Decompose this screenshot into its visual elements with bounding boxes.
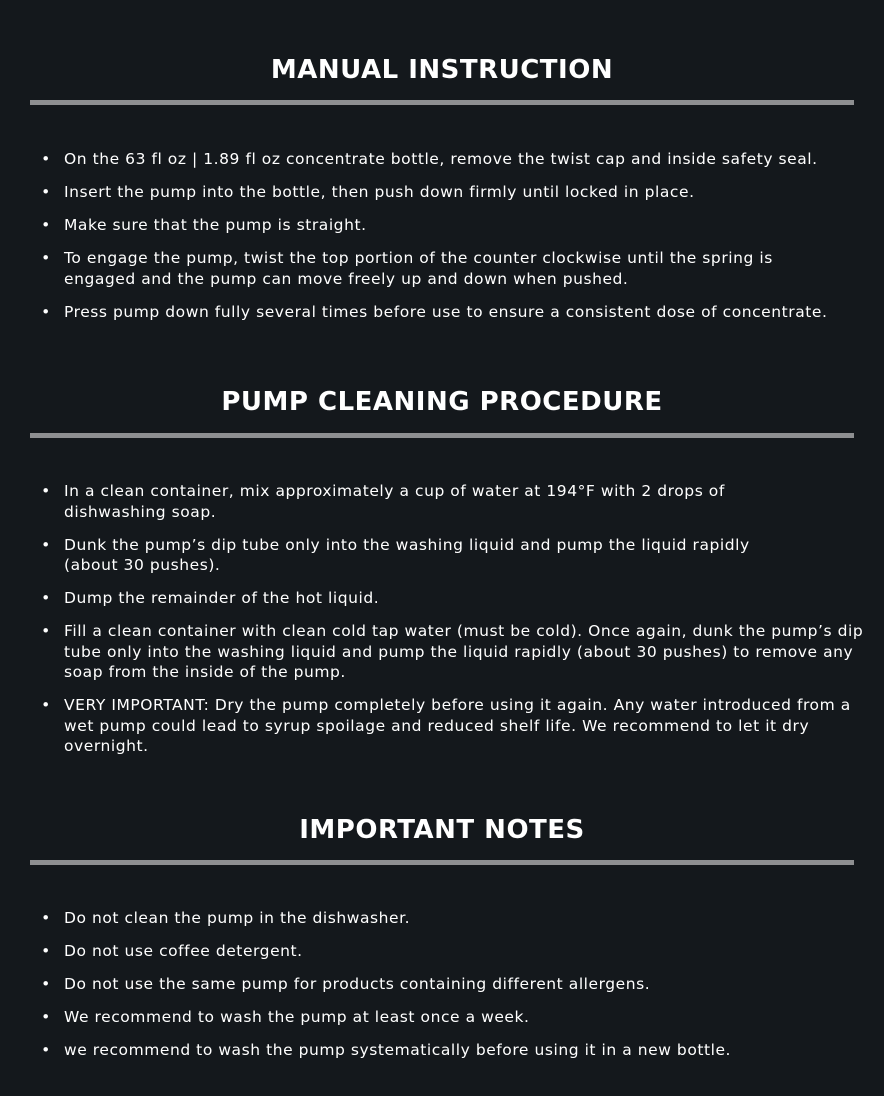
list-item-text: VERY IMPORTANT: Dry the pump completely before using it again. Any water introduced from a wet pump could lead to syrup spoilage and reduced shelf life. We recommend to let it dry overnight. [64,696,851,755]
bullet-icon: • [41,150,51,168]
list-item [40,1040,870,1061]
pump-cleaning-list [40,481,870,769]
list-item-text: Dunk the pump’s dip tube only into the washing liquid and pump the liquid rapidly (about 30 pushes). [64,535,750,574]
list-item [40,1007,870,1028]
list-item-text: Do not use the same pump for products containing different allergens. [64,975,651,993]
manual-instruction-list [40,149,870,335]
list-item-text: we recommend to wash the pump systematically before using it in a new bottle. [64,1041,732,1059]
list-item-text: We recommend to wash the pump at least once a week. [64,1008,530,1026]
bullet-icon: • [41,975,51,993]
list-item [40,621,874,683]
bullet-icon: • [41,1041,51,1059]
bullet-icon: • [41,696,51,714]
section-title-important-notes: IMPORTANT NOTES [299,815,585,845]
bullet-icon: • [41,183,51,201]
list-item [40,908,870,929]
section-title-manual-instruction: MANUAL INSTRUCTION [270,55,614,85]
list-item [40,182,870,203]
bullet-icon: • [41,589,51,607]
list-item [40,588,870,609]
bullet-icon: • [41,249,51,267]
list-item [40,302,870,323]
list-item-text: Press pump down fully several times before use to ensure a consistent dose of concentrate. [64,302,828,321]
bullet-icon: • [41,482,51,500]
section-divider [30,100,854,105]
bullet-icon: • [41,535,51,554]
list-item-text: Do not clean the pump in the dishwasher. [64,909,411,927]
list-item-text: On the 63 fl oz | 1.89 fl oz concentrate bottle, remove the twist cap and inside safety seal. [64,150,818,168]
list-item [40,248,824,289]
section-title-pump-cleaning: PUMP CLEANING PROCEDURE [221,387,663,417]
bullet-icon: • [41,216,51,234]
bullet-icon: • [41,909,51,927]
list-item-text: Make sure that the pump is straight. [64,216,367,234]
bullet-icon: • [41,302,51,321]
bullet-icon: • [41,1008,51,1026]
list-item [40,481,784,522]
list-item [40,535,804,576]
list-item [40,695,874,757]
section-divider [30,433,854,438]
list-item [40,974,870,995]
list-item-text: Dump the remainder of the hot liquid. [64,589,380,607]
list-item [40,149,870,170]
list-item-text: Fill a clean container with clean cold tap water (must be cold). Once again, dunk the pump’s dip tube only into the washing liquid and pump the liquid rapidly (about 30 pushes) to remove any soap from the inside of the pump. [64,622,864,681]
bullet-icon: • [41,622,51,640]
bullet-icon: • [41,942,51,960]
list-item [40,215,870,236]
list-item-text: To engage the pump, twist the top portion of the counter clockwise until the spring is engaged and the pump can move freely up and down when pushed. [64,249,773,288]
list-item-text: Insert the pump into the bottle, then push down firmly until locked in place. [64,183,695,201]
list-item-text: In a clean container, mix approximately a cup of water at 194°F with 2 drops of dishwashing soap. [64,482,725,521]
section-divider [30,860,854,865]
list-item [40,941,870,962]
list-item-text: Do not use coffee detergent. [64,942,303,960]
important-notes-list [40,908,870,1073]
